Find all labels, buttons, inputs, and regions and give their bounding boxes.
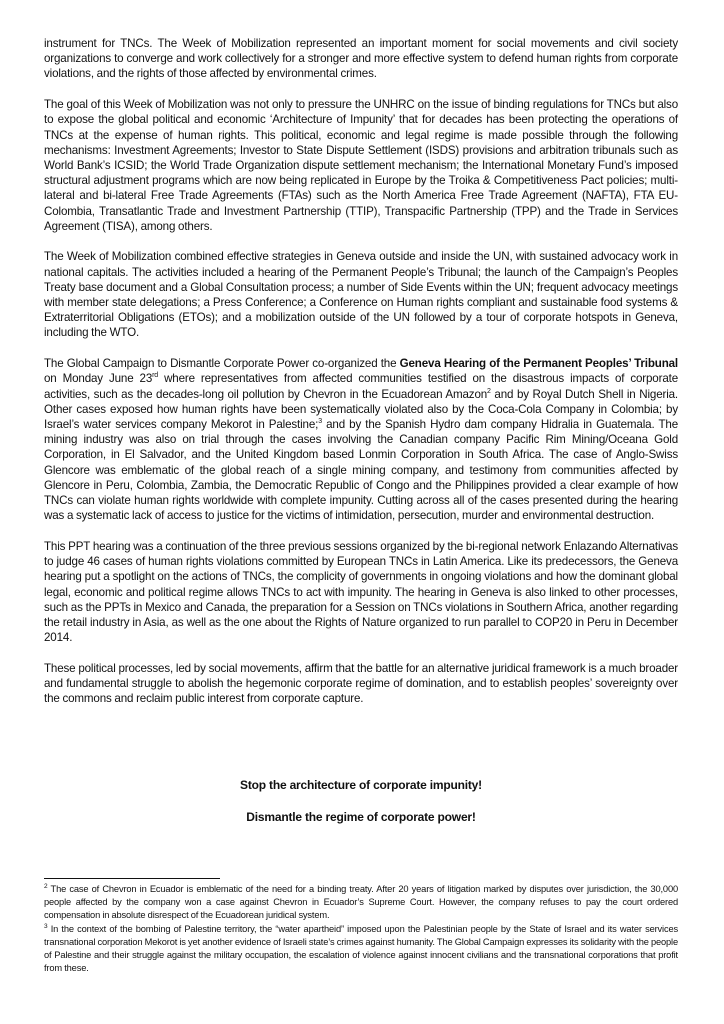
footnote-ref-2[interactable]: 2 [487, 387, 491, 395]
text-segment: and by the Spanish Hydro dam company Hidralia in Guatemala. The mining industry was also on trial through the cases involving the Canadian company Pacific Rim Mining/Oceana Gold Corporation, in El Salvador, and the United Kingdom based Lonmin Corporation in South Africa. The case of Anglo-Swiss Glencore was emblematic of the global reach of a single mining company, and testimony from communities affected by Glencore in Peru, Colombia, Zambia, the Democratic Republic of Congo and the Philippines provided a clear example of how TNCs can violate human rights worldwide with complete impunity. Cutting across all of the cases presented during the hearing was a systematic lack of access to justice for the victims of intimidation, persecution, murder and environmental destruction. [44, 417, 678, 523]
footnote-number: 3 [44, 922, 48, 930]
slogans [44, 777, 678, 841]
slogan-stop-impunity: Stop the architecture of corporate impunity! [240, 778, 482, 792]
paragraph-week-of-mobilization-intro: instrument for TNCs. The Week of Mobilization represented an important moment for social movements and civil society organizations to converge and work collectively for a stronger and more effective system to defend human rights from corporate violations, and the rights of those affected by environmental crimes. [44, 37, 678, 81]
footnote-number: 2 [44, 883, 48, 890]
footnote-text: In the context of the bombing of Palestine territory, the “water apartheid” imposed upon the Palestinian people by the State of Israel and its water services transnational corporation Mekorot is yet another evidence of Israeli state’s crimes against humanity. The Global Campaign expresses its solidarity with the people of Palestine and their struggle against the military occupation, the escalation of violence against innocent civilians and the transnational corporations that profit from these. [44, 923, 678, 974]
paragraph-political-processes: These political processes, led by social movements, affirm that the battle for an alternative juridical framework is a much broader and fundamental struggle to abolish the hegemonic corporate regime of domination, and to establish peoples’ sovereignty over the commons and reclaim public interest from corporate capture. [44, 661, 678, 706]
text-segment: The Global Campaign to Dismantle Corporate Power co-organized the [44, 357, 400, 371]
footnote-3 [44, 923, 678, 976]
footnote-2 [44, 883, 678, 923]
paragraph-architecture-of-impunity: The goal of this Week of Mobilization was not only to pressure the UNHRC on the issue of binding regulations for TNCs but also to expose the global political and economic ‘Architecture of Impunity’ that for decades has been protecting the operations of TNCs at the expense of human rights. This political, economic and legal regime is made possible through the following mechanisms: Investment Agreements; Investor to State Dispute Settlement (ISDS) provisions and arbitration tribunals such as World Bank’s ICSID; the World Trade Organization dispute settlement mechanism; the International Monetary Fund’s imposed structural adjustment programs which are now being replicated in Europe by the Troika & Competitiveness Pact policies; multi-lateral and bi-lateral Free Trade Agreements (FTAs) such as the North America Free Trade Agreement (NAFTA), FTA EU-Colombia, Transatlantic Trade and Investment Partnership (TTIP), Transpacific Partnership (TPP) and the Trade in Services Agreement (TISA), among others. [44, 98, 678, 233]
text-segment: and by Royal Dutch Shell in Nigeria. Other cases exposed how human rights have been systematically violated also by the Coca-Cola Company in Colombia; by Israel’s water services company Mekorot in Palestine; [44, 387, 678, 431]
paragraph-geneva-hearing [44, 356, 678, 523]
document-body [44, 36, 678, 722]
ordinal-suffix: rd [152, 372, 159, 380]
paragraph-ppt-hearing-continuation: This PPT hearing was a continuation of the three previous sessions organized by the bi-regional network Enlazando Alternativas to judge 46 cases of human rights violations committed by European TNCs in Latin America. Like its predecessors, the Geneva hearing put a spotlight on the actions of TNCs, the complicity of governments in ongoing violations and how the dominant global legal, economic and political regime allows TNCs to act with impunity. The hearing in Geneva is also linked to other processes, such as the PPTs in Mexico and Canada, the preparation for a Session on TNCs violations in Southern Africa, another regarding the retail industry in Asia, as well as the one about the Rights of Nature organized to run parallel to COP20 in Peru in December 2014. [44, 539, 678, 645]
footnote-separator [44, 878, 220, 879]
footnotes [44, 883, 678, 975]
bold-heading-geneva-hearing: Geneva Hearing of the Permanent Peoples’ Tribunal [399, 357, 678, 371]
paragraph-strategies-geneva: The Week of Mobilization combined effective strategies in Geneva outside and inside the UN, with sustained advocacy work in national capitals. The activities included a hearing of the Permanent People’s Tribunal; the launch of the Campaign’s Peoples Treaty base document and a Global Consultation process; a number of Side Events within the UN; frequent advocacy meetings with member state delegations; a Press Conference; a Conference on Human rights compliant and sustainable food systems & Extraterritorial Obligations (ETOs); and a mobilization outside of the UN followed by a tour of corporate hotspots in Geneva, including the WTO. [44, 250, 678, 340]
text-segment: where representatives from affected communities testified on the disastrous impacts of corporate activities, such as the decades-long oil pollution by Chevron in the Ecuadorean Amazon [44, 372, 678, 401]
slogan-dismantle-power: Dismantle the regime of corporate power! [246, 810, 476, 824]
footnote-text: The case of Chevron in Ecuador is emblematic of the need for a binding treaty. After 20 years of litigation marked by disputes over jurisdiction, the 30,000 people affected by the company won a case against Chevron in Ecuador’s Supreme Court. However, the company refuses to pay the court ordered compensation in absolute disrespect of the Ecuadorean juridical system. [44, 884, 678, 921]
text-segment: on Monday June 23 [44, 372, 153, 386]
footnote-ref-3[interactable]: 3 [318, 417, 322, 425]
